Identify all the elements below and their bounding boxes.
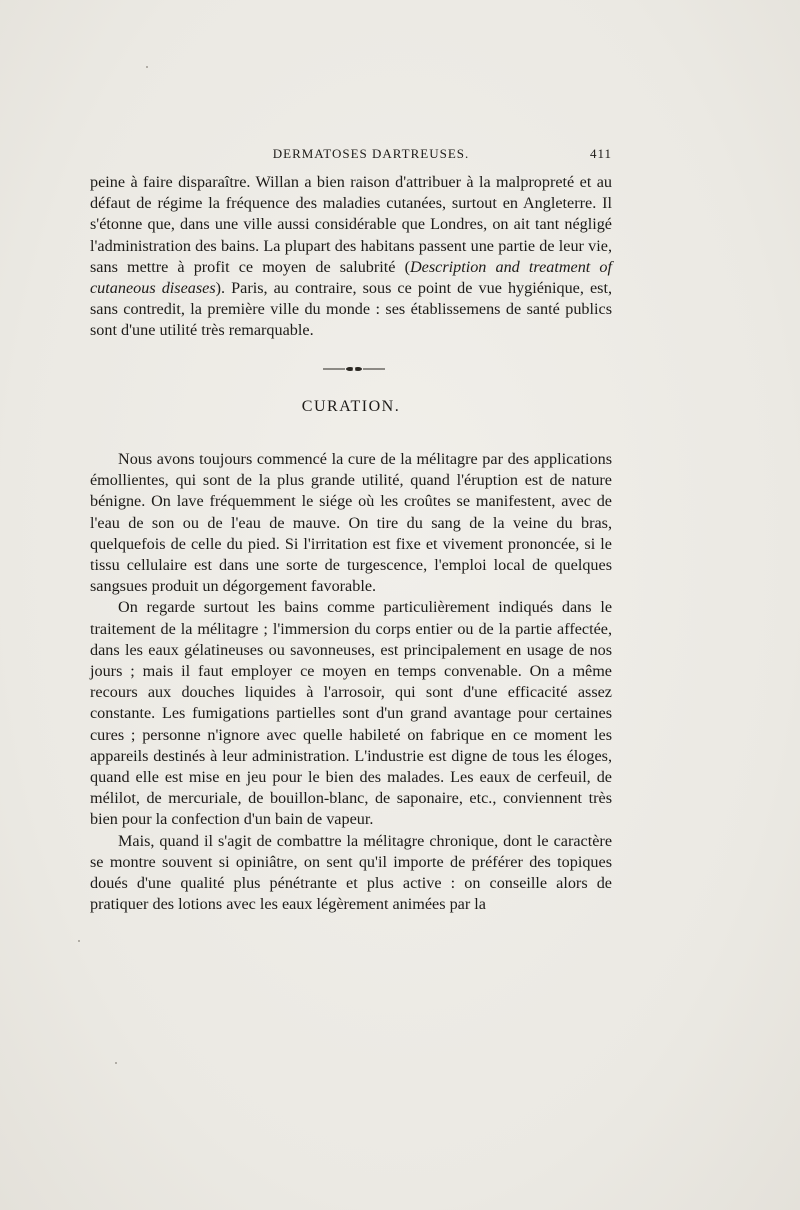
paper-speck: [146, 66, 148, 68]
curation-text-block: [90, 449, 612, 915]
page-header: [90, 146, 612, 166]
paragraph: Nous avons toujours commencé la cure de la mélitagre par des applications émollientes, qui sont de la plus grande utilité, quand l'éruption est de nature bénigne. On lave fréquemment le siége où les croûtes se manifestent, avec de l'eau de son ou de l'eau de mauve. On tire du sang de la veine du bras, quelquefois de celle du pied. Si l'irritation est fixe et vivement prononcée, si le tissu cellulaire est dans une sorte de turgescence, l'emploi local de quelques sangsues produit un dégorgement favorable.: [90, 450, 612, 596]
ornament-divider-icon: [323, 363, 385, 375]
paragraph: Mais, quand il s'agit de combattre la mélitagre chronique, dont le caractère se montre souvent si opiniâtre, on sent qu'il importe de préférer des topiques doués d'une qualité plus pénétrante et plus active : on conseille alors de pratiquer des lotions avec les eaux légèrement animées par la: [90, 831, 612, 914]
paragraph-segment: peine à faire disparaître. Willan a bien raison d'attribuer à la malpropreté et au défaut de régime la fréquence des maladies cutanées, surtout en Angleterre. Il s'étonne que, dans une ville aussi considérable que Londres, on ait tant négligé l'administration des bains. La plupart des habitans passent une partie de leur vie, sans mettre à profit ce moyen de salubrité (: [90, 173, 612, 276]
book-title-italic: Description and treatment of cutaneous diseases: [90, 257, 612, 298]
paragraph-continued: [90, 172, 612, 342]
paper-speck: [78, 940, 80, 942]
paper-speck: [115, 1062, 117, 1064]
intro-text-block: [90, 172, 612, 342]
paragraph: On regarde surtout les bains comme particulièrement indiqués dans le traitement de la mélitagre ; l'immersion du corps entier ou de la partie affectée, dans les eaux gélatineuses ou savonneuses, est principalement en usage de nos jours ; mais il faut employer ce moyen en temps convenable. On a même recours aux douches liquides à l'arrosoir, qui sont d'une efficacité assez constante. Les fumigations partielles sont d'un grand avantage pour certaines cures ; personne n'ignore avec quelle habileté on fabrique en ce moment les appareils destinés à leur administration. L'industrie est digne de tous les éloges, quand elle est mise en jeu pour le bien des malades. Les eaux de cerfeuil, de mélilot, de mercuriale, de bouillon-blanc, de saponaire, etc., conviennent très bien pour la confection d'un bain de vapeur.: [90, 598, 612, 829]
section-title: CURATION.: [301, 398, 401, 415]
running-head: DERMATOSES DARTREUSES.: [272, 146, 470, 161]
paragraph-segment: ). Paris, au contraire, sous ce point de vue hygiénique, est, sans contredit, la première ville du monde : ses établissemens de santé publics sont d'une utilité très remarquable.: [90, 279, 612, 340]
page-number: 411: [589, 146, 612, 161]
